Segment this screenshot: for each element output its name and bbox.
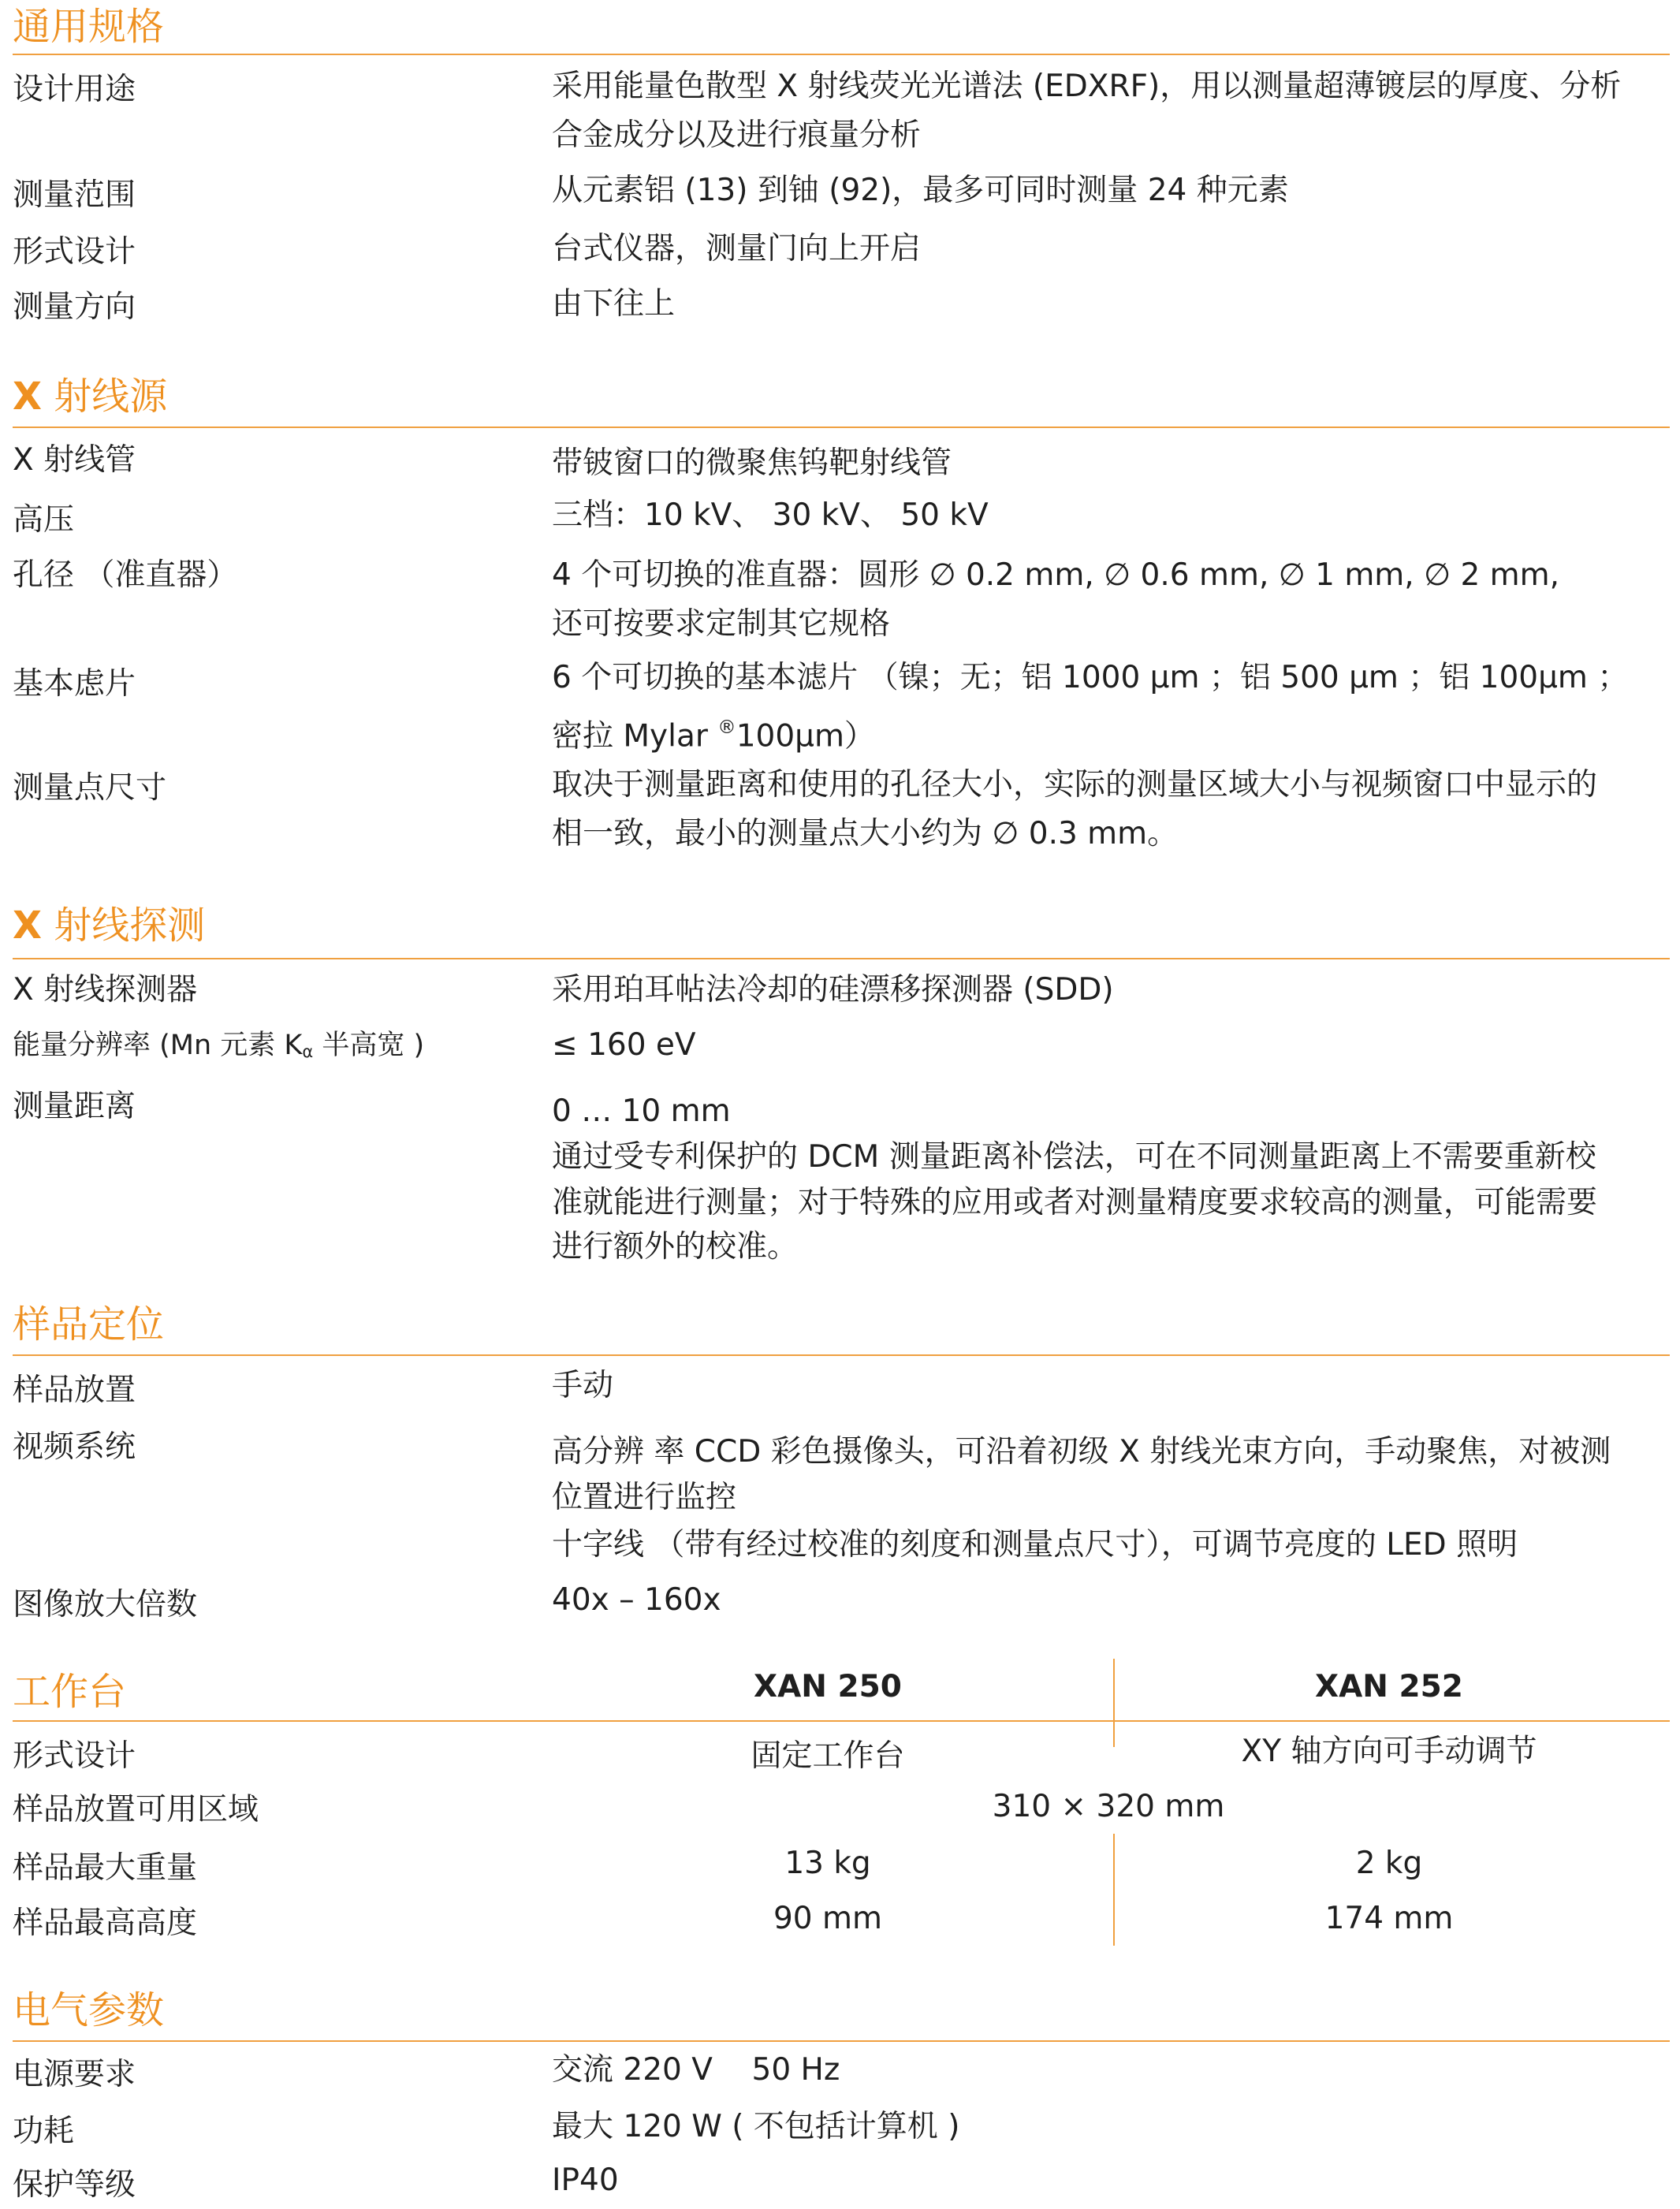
row-value-voltage: 三档：10 kV、 30 kV、 50 kV [552, 497, 989, 533]
cell-xan250-form: 固定工作台 [751, 1738, 905, 1774]
row-value-spot-size: 相一致，最小的测量点大小约为 ∅ 0.3 mm。 [552, 816, 1179, 851]
row-label-video: 视频系统 [13, 1429, 136, 1465]
filter-mylar-thickness: 100μm） [736, 718, 875, 754]
row-value-distance: 准就能进行测量；对于特殊的应用或者对测量精度要求较高的测量，可能需要 [552, 1185, 1598, 1220]
row-value-video: 位置进行监控 [552, 1480, 737, 1515]
row-label-magnification: 图像放大倍数 [13, 1587, 198, 1622]
section-title-electrical: 电气参数 [13, 1988, 165, 2032]
row-value-video: 十字线 （带有经过校准的刻度和测量点尺寸），可调节亮度的 LED 照明 [552, 1527, 1518, 1563]
title-bold-x: X [13, 374, 43, 419]
row-label-protection: 保护等级 [13, 2167, 136, 2203]
row-value-detector: 采用珀耳帖法冷却的硅漂移探测器 (SDD) [552, 972, 1114, 1008]
row-value-spot-size: 取决于测量距离和使用的孔径大小，实际的测量区域大小与视频窗口中显示的 [552, 767, 1598, 803]
section-divider [13, 1354, 1670, 1356]
row-label-resolution [13, 1022, 424, 1075]
resolution-label-text: 半高宽 ) [313, 1030, 425, 1061]
row-value-filter: 6 个可切换的基本滤片 （镍；无；铝 1000 μm ；铝 500 μm ；铝 100μm ； [552, 660, 1629, 695]
row-label-filter: 基本虑片 [13, 666, 136, 702]
row-value-distance: 通过受专利保护的 DCM 测量距离补偿法，可在不同测量距离上不需要重新校 [552, 1139, 1596, 1175]
row-label-max-weight: 样品最大重量 [13, 1850, 198, 1886]
row-label-power-supply: 电源要求 [13, 2057, 136, 2092]
row-label-tube: X 射线管 [13, 442, 136, 478]
row-label-stage-area: 样品放置可用区域 [13, 1792, 259, 1827]
row-value-protection: IP40 [552, 2162, 619, 2198]
row-value-magnification: 40x – 160x [552, 1582, 721, 1618]
row-value-aperture: 4 个可切换的准直器：圆形 ∅ 0.2 mm, ∅ 0.6 mm, ∅ 1 mm, ∅ 2 mm, [552, 557, 1560, 593]
row-value-form: 台式仪器，测量门向上开启 [552, 231, 922, 266]
section-title-sample-positioning: 样品定位 [13, 1302, 165, 1347]
row-label-direction: 测量方向 [13, 289, 136, 325]
section-divider [13, 1720, 1670, 1722]
filter-mylar-text: 密拉 Mylar [552, 718, 718, 754]
row-value-aperture: 还可按要求定制其它规格 [552, 606, 891, 642]
title-text: 射线探测 [42, 903, 206, 948]
row-label-stage-form: 形式设计 [13, 1738, 136, 1774]
row-value-video: 高分辨 率 CCD 彩色摄像头，可沿着初级 X 射线光束方向，手动聚焦，对被测 [552, 1434, 1611, 1470]
row-label-power-consumption: 功耗 [13, 2114, 75, 2149]
registered-mark: ® [717, 716, 736, 738]
row-value-distance: 进行额外的校准。 [552, 1229, 799, 1265]
row-label-max-height: 样品最高高度 [13, 1905, 198, 1941]
column-header-xan250: XAN 250 [754, 1669, 902, 1704]
row-value-tube: 带铍窗口的微聚焦钨靶射线管 [552, 445, 952, 481]
resolution-label-text: 能量分辨率 (Mn 元素 K [13, 1030, 303, 1061]
section-title-xray-source [13, 374, 167, 419]
row-label-range: 测量范围 [13, 177, 136, 213]
row-value-distance: 0 … 10 mm [552, 1093, 731, 1129]
section-divider [13, 427, 1670, 428]
section-divider [13, 958, 1670, 959]
section-title-stage: 工作台 [13, 1670, 127, 1714]
cell-xan250-height: 90 mm [773, 1901, 882, 1936]
section-divider [13, 54, 1670, 55]
cell-xan252-height: 174 mm [1324, 1901, 1454, 1936]
row-value-range: 从元素铝 (13) 到铀 (92)，最多可同时测量 24 种元素 [552, 173, 1289, 208]
cell-xan252-form: XY 轴方向可手动调节 [1241, 1734, 1537, 1769]
row-value-filter [552, 703, 875, 760]
row-value-power-consumption: 最大 120 W ( 不包括计算机 ) [552, 2109, 960, 2144]
column-header-xan252: XAN 252 [1315, 1669, 1463, 1704]
row-value-purpose: 采用能量色散型 X 射线荧光光谱法 (EDXRF)，用以测量超薄镀层的厚度、分析 [552, 69, 1622, 104]
row-label-placement: 样品放置 [13, 1373, 136, 1408]
row-value-resolution: ≤ 160 eV [552, 1027, 696, 1063]
row-value-direction: 由下往上 [552, 286, 676, 322]
row-value-purpose: 合金成分以及进行痕量分析 [552, 117, 922, 153]
row-value-placement: 手动 [552, 1368, 614, 1403]
row-label-spot-size: 测量点尺寸 [13, 770, 167, 806]
section-title-xray-detection [13, 903, 205, 948]
row-value-power-supply: 交流 220 V 50 Hz [552, 2052, 840, 2088]
section-title-general: 通用规格 [13, 5, 165, 49]
row-label-voltage: 高压 [13, 502, 75, 538]
row-label-distance: 测量距离 [13, 1089, 136, 1124]
alpha-subscript: α [302, 1042, 314, 1062]
title-text: 射线源 [42, 374, 168, 419]
row-label-purpose: 设计用途 [13, 72, 136, 107]
section-divider [13, 2040, 1670, 2042]
title-bold-x: X [13, 903, 43, 948]
row-label-detector: X 射线探测器 [13, 972, 198, 1008]
cell-stage-area: 310 × 320 mm [992, 1789, 1225, 1824]
cell-xan252-weight: 2 kg [1355, 1846, 1423, 1881]
cell-xan250-weight: 13 kg [784, 1846, 871, 1881]
row-label-aperture: 孔径 （准直器） [13, 557, 238, 593]
row-label-form: 形式设计 [13, 234, 136, 270]
